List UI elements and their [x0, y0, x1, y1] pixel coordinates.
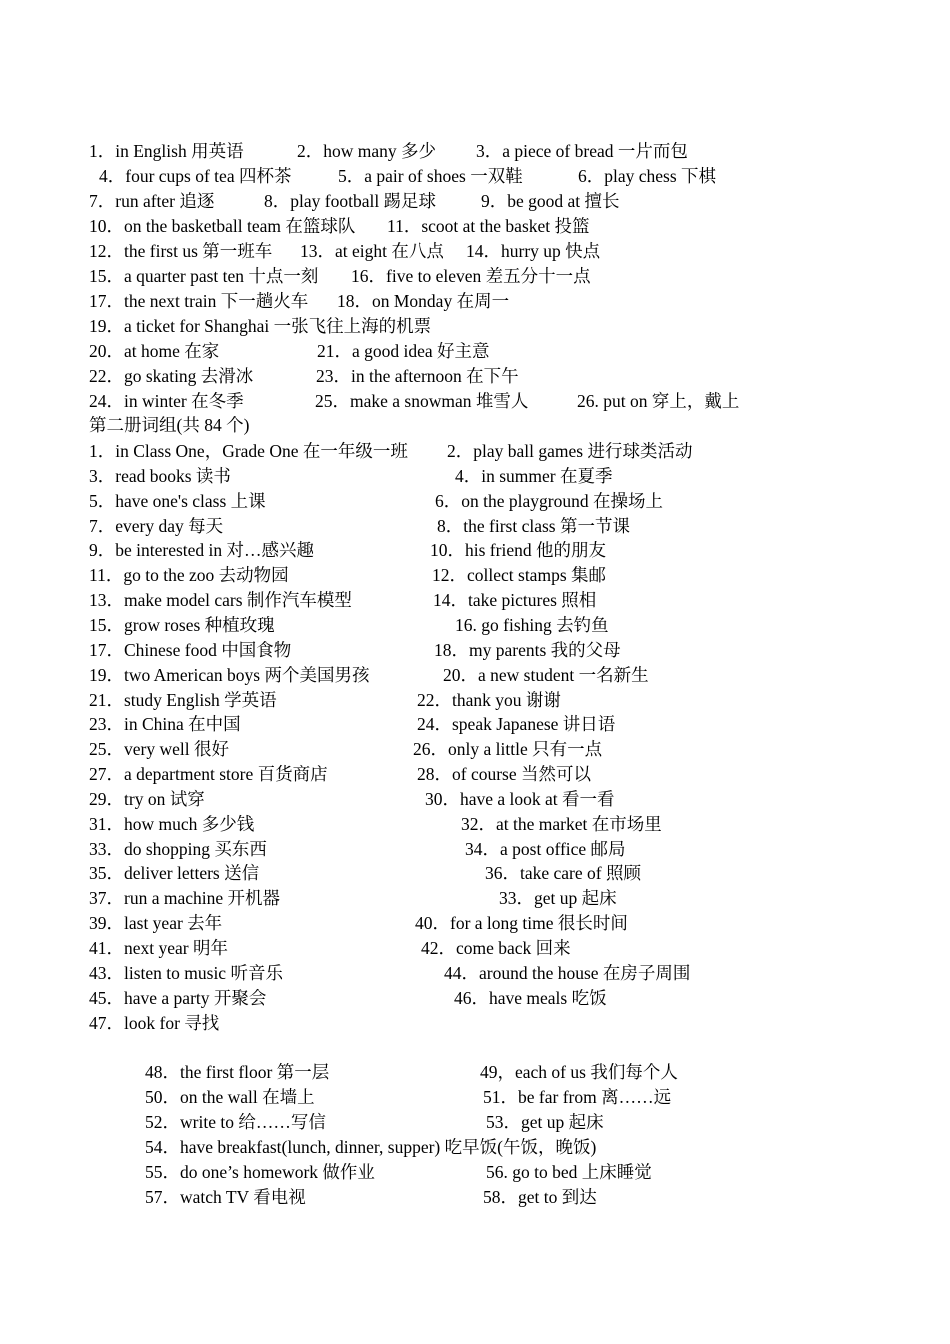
- line-segment: 39．last year 去年: [89, 913, 223, 933]
- text-line: [435, 490, 663, 512]
- line-segment: 18．my parents 我的父母: [434, 640, 621, 660]
- text-line: [145, 1161, 375, 1183]
- line-segment: 第二册词组(共 84 个): [89, 415, 250, 435]
- line-segment: 25．very well 很好: [89, 739, 229, 759]
- text-line: [89, 440, 408, 462]
- text-line: [432, 564, 606, 586]
- text-line: [89, 912, 222, 934]
- text-line: [89, 614, 275, 636]
- text-line: [89, 265, 318, 287]
- text-line: [89, 215, 355, 237]
- line-segment: 1．in English 用英语: [89, 141, 244, 161]
- text-line: [480, 1061, 678, 1083]
- line-segment: 55．do one’s homework 做作业: [145, 1162, 375, 1182]
- text-line: [89, 738, 229, 760]
- text-line: [89, 290, 308, 312]
- text-line: [89, 862, 259, 884]
- line-segment: 52．write to 给……写信: [145, 1112, 326, 1132]
- text-line: [89, 838, 267, 860]
- text-line: [89, 515, 223, 537]
- line-segment: 56. go to bed 上床睡觉: [486, 1162, 652, 1182]
- text-line: [578, 165, 716, 187]
- text-line: [315, 390, 528, 412]
- text-line: [455, 465, 613, 487]
- line-segment: 34．a post office 邮局: [465, 839, 626, 859]
- text-line: [476, 140, 688, 162]
- text-line: [443, 664, 649, 686]
- text-line: [89, 664, 369, 686]
- line-segment: 1．in Class One，Grade One 在一年级一班: [89, 441, 408, 461]
- line-segment: 13．make model cars 制作汽车模型: [89, 590, 352, 610]
- text-line: [264, 190, 436, 212]
- text-line: [317, 340, 490, 362]
- line-segment: 16．five to eleven 差五分十一点: [351, 266, 591, 286]
- text-line: [89, 190, 214, 212]
- line-segment: 26．only a little 只有一点: [413, 739, 603, 759]
- text-line: [483, 1086, 671, 1108]
- text-line: [89, 340, 219, 362]
- text-line: [417, 713, 615, 735]
- text-line: [466, 240, 600, 262]
- text-line: [89, 713, 241, 735]
- line-segment: 41．next year 明年: [89, 938, 228, 958]
- text-line: [89, 490, 266, 512]
- line-segment: 22．go skating 去滑冰: [89, 366, 254, 386]
- line-segment: 9．be good at 擅长: [481, 191, 620, 211]
- line-segment: 10．his friend 他的朋友: [430, 540, 606, 560]
- text-line: [297, 140, 436, 162]
- line-segment: 14．hurry up 快点: [466, 241, 601, 261]
- text-line: [89, 689, 277, 711]
- line-segment: 45．have a party 开聚会: [89, 988, 267, 1008]
- line-segment: 27．a department store 百货商店: [89, 764, 328, 784]
- line-segment: 4．in summer 在夏季: [455, 466, 613, 486]
- text-line: [89, 140, 244, 162]
- text-line: [387, 215, 590, 237]
- line-segment: 11．scoot at the basket 投篮: [387, 216, 590, 236]
- text-line: [434, 639, 621, 661]
- line-segment: 2．play ball games 进行球类活动: [447, 441, 693, 461]
- line-segment: 14．take pictures 照相: [433, 590, 597, 610]
- line-segment: 28．of course 当然可以: [417, 764, 591, 784]
- line-segment: 47．look for 寻找: [89, 1013, 220, 1033]
- text-line: [89, 1012, 219, 1034]
- line-segment: 11．go to the zoo 去动物园: [89, 565, 289, 585]
- line-segment: 51．be far from 离……远: [483, 1087, 672, 1107]
- line-segment: 8．the first class 第一节课: [437, 516, 630, 536]
- line-segment: 3．a piece of bread 一片而包: [476, 141, 688, 161]
- line-segment: 6．play chess 下棋: [578, 166, 717, 186]
- line-segment: 29．try on 试穿: [89, 789, 205, 809]
- text-line: [89, 962, 283, 984]
- text-line: [465, 838, 626, 860]
- line-segment: 6．on the playground 在操场上: [435, 491, 663, 511]
- line-segment: 22．thank you 谢谢: [417, 690, 561, 710]
- line-segment: 26. put on 穿上，戴上: [577, 391, 740, 411]
- text-line: [454, 987, 607, 1009]
- text-line: [89, 564, 289, 586]
- text-line: [145, 1186, 306, 1208]
- line-segment: 9．be interested in 对…感兴趣: [89, 540, 315, 560]
- line-segment: 24．speak Japanese 讲日语: [417, 714, 616, 734]
- line-segment: 48．the first floor 第一层: [145, 1062, 330, 1082]
- line-segment: 37．run a machine 开机器: [89, 888, 280, 908]
- text-line: [89, 788, 205, 810]
- line-segment: 2．how many 多少: [297, 141, 437, 161]
- text-line: [89, 639, 291, 661]
- line-segment: 31．how much 多少钱: [89, 814, 255, 834]
- line-segment: 21．a good idea 好主意: [317, 341, 490, 361]
- text-line: [437, 515, 630, 537]
- line-segment: 49，each of us 我们每个人: [480, 1062, 678, 1082]
- text-line: [145, 1136, 596, 1158]
- line-segment: 40．for a long time 很长时间: [415, 913, 628, 933]
- text-line: [99, 165, 291, 187]
- line-segment: 54．have breakfast(lunch, dinner, supper) 吃早饭(午饭，晚饭): [145, 1137, 597, 1157]
- line-segment: 3．read books 读书: [89, 466, 231, 486]
- line-segment: 43．listen to music 听音乐: [89, 963, 283, 983]
- text-line: [421, 937, 571, 959]
- text-line: [316, 365, 519, 387]
- text-line: [499, 887, 617, 909]
- text-line: [89, 937, 228, 959]
- line-segment: 20．at home 在家: [89, 341, 220, 361]
- line-segment: 7．run after 追逐: [89, 191, 215, 211]
- text-line: [485, 862, 641, 884]
- line-segment: 19．two American boys 两个美国男孩: [89, 665, 370, 685]
- text-line: [577, 390, 739, 412]
- text-line: [417, 689, 561, 711]
- line-segment: 16. go fishing 去钓鱼: [455, 615, 609, 635]
- line-segment: 23．in China 在中国: [89, 714, 241, 734]
- text-line: [415, 912, 628, 934]
- text-line: [89, 240, 272, 262]
- line-segment: 13．at eight 在八点: [300, 241, 444, 261]
- line-segment: 42．come back 回来: [421, 938, 571, 958]
- text-line: [461, 813, 662, 835]
- line-segment: 32．at the market 在市场里: [461, 814, 662, 834]
- text-line: [89, 390, 244, 412]
- line-segment: 10．on the basketball team 在篮球队: [89, 216, 356, 236]
- text-line: [447, 440, 692, 462]
- text-line: [430, 539, 606, 561]
- text-line: [145, 1111, 326, 1133]
- section-heading: [89, 414, 249, 436]
- line-segment: 17．the next train 下一趟火车: [89, 291, 309, 311]
- text-line: [145, 1061, 329, 1083]
- line-segment: 35．deliver letters 送信: [89, 863, 260, 883]
- text-line: [486, 1161, 652, 1183]
- line-segment: 46．have meals 吃饭: [454, 988, 607, 1008]
- line-segment: 33．get up 起床: [499, 888, 617, 908]
- text-line: [417, 763, 591, 785]
- text-line: [483, 1186, 597, 1208]
- text-line: [455, 614, 609, 636]
- text-line: [89, 315, 431, 337]
- text-line: [425, 788, 615, 810]
- text-line: [89, 465, 231, 487]
- text-line: [338, 165, 523, 187]
- line-segment: 12．the first us 第一班车: [89, 241, 273, 261]
- line-segment: 15．a quarter past ten 十点一刻: [89, 266, 319, 286]
- text-line: [337, 290, 509, 312]
- text-line: [89, 887, 280, 909]
- text-line: [89, 763, 328, 785]
- line-segment: 12．collect stamps 集邮: [432, 565, 607, 585]
- line-segment: 23．in the afternoon 在下午: [316, 366, 519, 386]
- line-segment: 33．do shopping 买东西: [89, 839, 267, 859]
- text-line: [145, 1086, 315, 1108]
- line-segment: 20．a new student 一名新生: [443, 665, 649, 685]
- line-segment: 44．around the house 在房子周围: [444, 963, 691, 983]
- line-segment: 50．on the wall 在墙上: [145, 1087, 315, 1107]
- line-segment: 18．on Monday 在周一: [337, 291, 510, 311]
- text-line: [481, 190, 620, 212]
- line-segment: 25．make a snowman 堆雪人: [315, 391, 529, 411]
- text-line: [89, 365, 253, 387]
- line-segment: 53．get up 起床: [486, 1112, 604, 1132]
- line-segment: 5．have one's class 上课: [89, 491, 266, 511]
- text-line: [486, 1111, 604, 1133]
- text-line: [433, 589, 596, 611]
- line-segment: 5．a pair of shoes 一双鞋: [338, 166, 523, 186]
- line-segment: 4．four cups of tea 四杯茶: [99, 166, 292, 186]
- text-line: [300, 240, 444, 262]
- text-line: [89, 589, 352, 611]
- line-segment: 57．watch TV 看电视: [145, 1187, 306, 1207]
- text-line: [413, 738, 602, 760]
- line-segment: 24．in winter 在冬季: [89, 391, 244, 411]
- line-segment: 30．have a look at 看一看: [425, 789, 615, 809]
- line-segment: 17．Chinese food 中国食物: [89, 640, 292, 660]
- text-line: [351, 265, 591, 287]
- text-line: [89, 987, 266, 1009]
- line-segment: 36．take care of 照顾: [485, 863, 641, 883]
- text-line: [89, 813, 254, 835]
- line-segment: 7．every day 每天: [89, 516, 224, 536]
- line-segment: 15．grow roses 种植玫瑰: [89, 615, 275, 635]
- line-segment: 19．a ticket for Shanghai 一张飞往上海的机票: [89, 316, 432, 336]
- text-line: [444, 962, 690, 984]
- line-segment: 58．get to 到达: [483, 1187, 597, 1207]
- text-line: [89, 539, 314, 561]
- line-segment: 21．study English 学英语: [89, 690, 277, 710]
- line-segment: 8．play football 踢足球: [264, 191, 437, 211]
